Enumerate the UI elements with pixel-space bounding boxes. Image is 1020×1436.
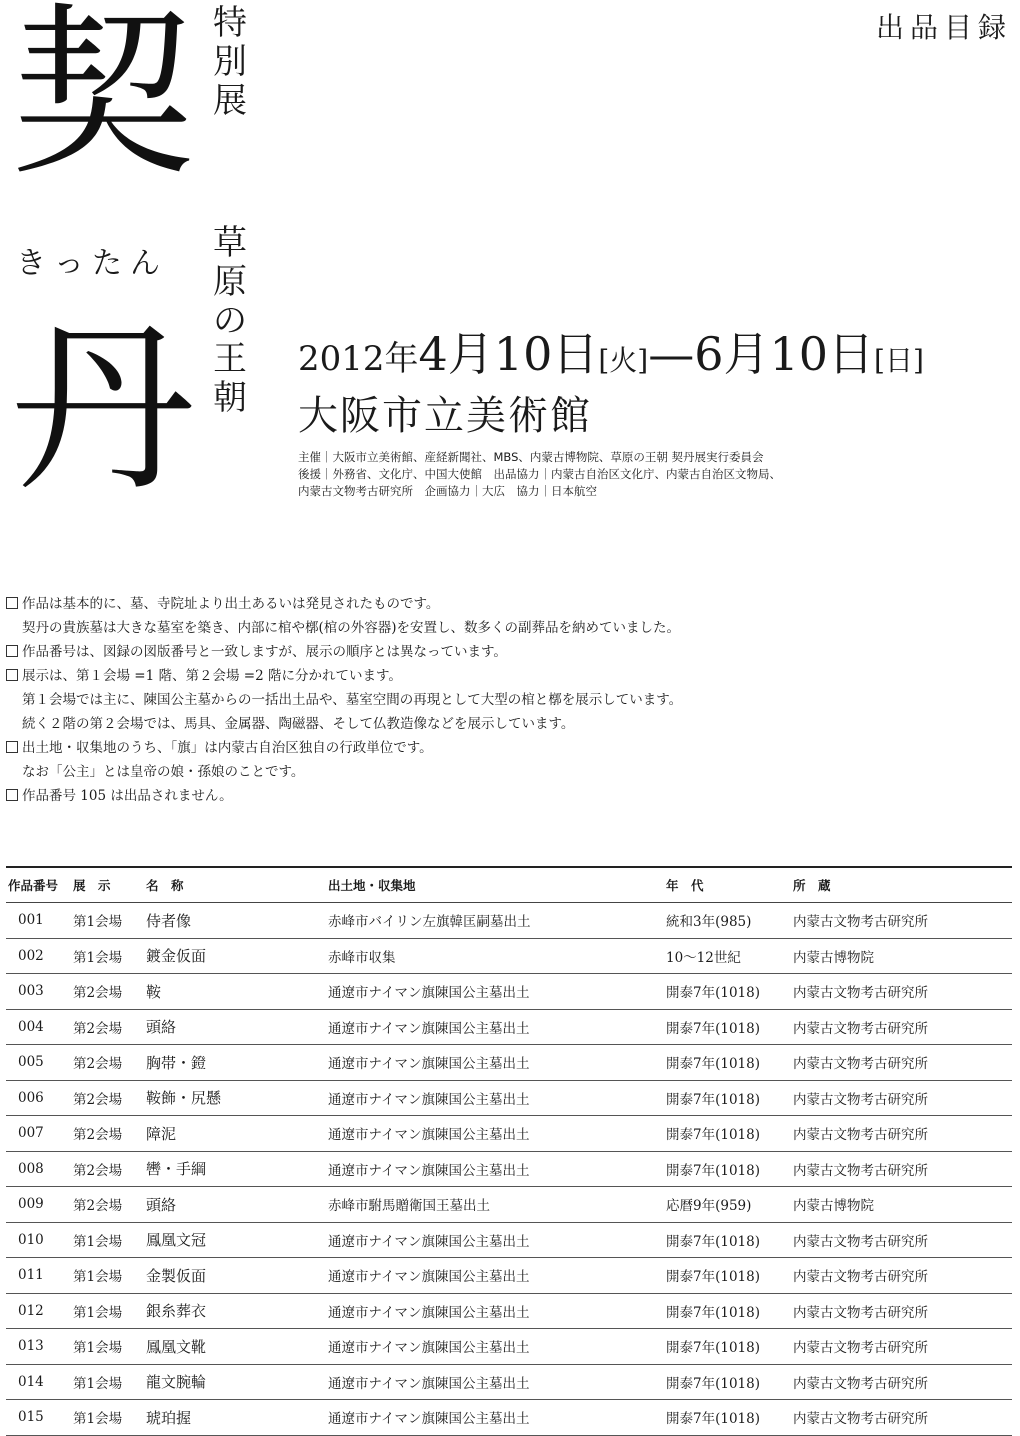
note-text: 作品番号は、図録の図版番号と一致しますが、展示の順序とは異なっています。 — [22, 644, 507, 660]
table-header — [6, 866, 1012, 903]
cell-name: 鞍 — [146, 982, 162, 1001]
table-row — [6, 903, 1012, 939]
credits-line: 内蒙古文物考古研究所 企画協力｜大広 協力｜日本航空 — [298, 484, 597, 498]
note-text: なお「公主」とは皇帝の娘・孫娘のことです。 — [22, 764, 305, 780]
date-year: 2012 — [298, 339, 385, 379]
cell-place: 通遼市ナイマン旗陳国公主墓出土 — [328, 1162, 530, 1179]
exhibit-list-table — [6, 866, 1012, 1436]
date-separator: — — [648, 327, 695, 381]
cell-era: 開泰7年(1018) — [666, 1233, 760, 1250]
cell-display: 第1会場 — [73, 1269, 123, 1286]
cell-place: 赤峰市バイリン左旗韓匡嗣墓出土 — [328, 914, 531, 931]
cell-name: 頭絡 — [146, 1018, 177, 1037]
table-row — [6, 1365, 1012, 1401]
cell-no: 004 — [18, 1018, 44, 1035]
subtitle-char: 原 — [213, 261, 247, 302]
table-row — [6, 1187, 1012, 1223]
note-item — [6, 760, 1006, 784]
cell-era: 開泰7年(1018) — [666, 1127, 760, 1144]
cell-era: 開泰7年(1018) — [666, 1162, 760, 1179]
venue-name: 大阪市立美術館 — [298, 393, 592, 439]
table-row — [6, 1045, 1012, 1081]
table-row — [6, 939, 1012, 975]
cell-no: 001 — [18, 912, 44, 929]
cell-place: 通遼市ナイマン旗陳国公主墓出土 — [328, 985, 530, 1002]
header-name: 名 称 — [146, 878, 184, 893]
cell-display: 第2会場 — [73, 1162, 123, 1179]
subtitle-char: 別 — [213, 41, 247, 82]
cell-no: 011 — [18, 1267, 44, 1284]
cell-display: 第1会場 — [73, 1304, 123, 1321]
date-year-unit: 年 — [384, 339, 419, 379]
cell-name: 侍者像 — [146, 911, 192, 930]
cell-era: 開泰7年(1018) — [666, 1411, 760, 1428]
cell-era: 統和3年(985) — [666, 914, 752, 931]
date-end: 6月10日 — [694, 327, 875, 381]
cell-place: 通遼市ナイマン旗陳国公主墓出土 — [328, 1304, 530, 1321]
table-row — [6, 1329, 1012, 1365]
credits-line: 主催｜大阪市立美術館、産経新聞社、MBS、内蒙古博物院、草原の王朝 契丹展実行委員会 — [298, 450, 764, 464]
table-row — [6, 1258, 1012, 1294]
cell-owner: 内蒙古文物考古研究所 — [793, 1091, 928, 1108]
note-item — [6, 784, 1006, 808]
cell-era: 開泰7年(1018) — [666, 1056, 760, 1073]
cell-name: 金製仮面 — [146, 1266, 207, 1285]
cell-owner: 内蒙古文物考古研究所 — [793, 985, 928, 1002]
cell-name: 鞍飾・尻懸 — [146, 1089, 222, 1108]
table-row — [6, 1400, 1012, 1436]
cell-no: 005 — [18, 1054, 44, 1071]
table-row — [6, 1116, 1012, 1152]
notes-section — [6, 592, 1006, 808]
cell-place: 通遼市ナイマン旗陳国公主墓出土 — [328, 1091, 530, 1108]
cell-name: 轡・手綱 — [146, 1160, 207, 1179]
date-start: 4月10日 — [418, 327, 599, 381]
cell-era: 開泰7年(1018) — [666, 1304, 760, 1321]
note-item — [6, 712, 1006, 736]
credits-block — [298, 449, 858, 500]
cell-owner: 内蒙古博物院 — [793, 1198, 874, 1215]
cell-owner: 内蒙古博物院 — [793, 949, 874, 966]
cell-no: 008 — [18, 1160, 44, 1177]
cell-display: 第2会場 — [73, 985, 123, 1002]
cell-no: 014 — [18, 1373, 44, 1390]
cell-era: 開泰7年(1018) — [666, 985, 760, 1002]
checkbox-icon — [6, 789, 18, 801]
cell-place: 通遼市ナイマン旗陳国公主墓出土 — [328, 1056, 530, 1073]
note-item — [6, 616, 1006, 640]
cell-display: 第2会場 — [73, 1091, 123, 1108]
cell-place: 通遼市ナイマン旗陳国公主墓出土 — [328, 1340, 530, 1357]
cell-place: 赤峰市駙馬贈衛国王墓出土 — [328, 1198, 490, 1215]
cell-no: 006 — [18, 1089, 44, 1106]
cell-era: 10〜12世紀 — [666, 949, 741, 966]
cell-era: 開泰7年(1018) — [666, 1020, 760, 1037]
cell-display: 第2会場 — [73, 1020, 123, 1037]
exhibition-dates — [298, 318, 924, 384]
cell-name: 胸帯・鐙 — [146, 1053, 207, 1072]
header-owner: 所 蔵 — [793, 878, 831, 893]
cell-place: 通遼市ナイマン旗陳国公主墓出土 — [328, 1375, 530, 1392]
date-end-day: [日] — [874, 344, 924, 377]
cell-name: 龍文腕輪 — [146, 1373, 207, 1392]
subtitle-char: 朝 — [213, 378, 247, 418]
table-row — [6, 1294, 1012, 1330]
cell-owner: 内蒙古文物考古研究所 — [793, 1162, 928, 1179]
header-era: 年 代 — [666, 878, 704, 893]
table-row — [6, 1152, 1012, 1188]
cell-era: 開泰7年(1018) — [666, 1340, 760, 1357]
cell-owner: 内蒙古文物考古研究所 — [793, 1304, 928, 1321]
title-kanji-tan: 丹 — [10, 303, 195, 517]
subtitle-dynasty — [208, 224, 252, 418]
cell-no: 009 — [18, 1196, 44, 1213]
cell-place: 通遼市ナイマン旗陳国公主墓出土 — [328, 1411, 530, 1428]
title-kanji-ki: 契 — [10, 0, 195, 201]
note-text: 展示は、第１会場 =1 階、第２会場 =2 階に分かれています。 — [22, 668, 402, 684]
cell-display: 第1会場 — [73, 949, 123, 966]
note-item — [6, 688, 1006, 712]
table-row — [6, 1081, 1012, 1117]
cell-no: 002 — [18, 947, 44, 964]
subtitle-char: 展 — [213, 80, 247, 121]
cell-name: 鳳凰文靴 — [146, 1337, 207, 1356]
cell-era: 応暦9年(959) — [666, 1198, 752, 1215]
cell-era: 開泰7年(1018) — [666, 1091, 760, 1108]
cell-no: 015 — [18, 1409, 44, 1426]
cell-place: 通遼市ナイマン旗陳国公主墓出土 — [328, 1020, 530, 1037]
cell-name: 障泥 — [146, 1124, 177, 1143]
cell-display: 第1会場 — [73, 1233, 123, 1250]
cell-owner: 内蒙古文物考古研究所 — [793, 914, 928, 931]
cell-era: 開泰7年(1018) — [666, 1269, 760, 1286]
cell-owner: 内蒙古文物考古研究所 — [793, 1375, 928, 1392]
note-item — [6, 640, 1006, 664]
table-row — [6, 1223, 1012, 1259]
note-item — [6, 736, 1006, 760]
cell-owner: 内蒙古文物考古研究所 — [793, 1340, 928, 1357]
cell-name: 銀糸葬衣 — [146, 1302, 207, 1321]
credits-line: 後援｜外務省、文化庁、中国大使館 出品協力｜内蒙古自治区文化庁、内蒙古自治区文物局、 — [298, 467, 781, 481]
checkbox-icon — [6, 741, 18, 753]
table-row — [6, 1010, 1012, 1046]
cell-owner: 内蒙古文物考古研究所 — [793, 1056, 928, 1073]
cell-display: 第1会場 — [73, 1340, 123, 1357]
cell-owner: 内蒙古文物考古研究所 — [793, 1127, 928, 1144]
subtitle-char: の — [213, 300, 247, 341]
note-text: 契丹の貴族墓は大きな墓室を築き、内部に棺や槨(棺の外容器)を安置し、数多くの副葬品を納めていました。 — [22, 620, 680, 636]
cell-display: 第2会場 — [73, 1198, 123, 1215]
cell-owner: 内蒙古文物考古研究所 — [793, 1269, 928, 1286]
cell-no: 013 — [18, 1338, 44, 1355]
cell-owner: 内蒙古文物考古研究所 — [793, 1411, 928, 1428]
cell-place: 通遼市ナイマン旗陳国公主墓出土 — [328, 1269, 530, 1286]
document-label: 出品目録 — [875, 11, 1012, 44]
cell-place: 通遼市ナイマン旗陳国公主墓出土 — [328, 1233, 530, 1250]
subtitle-char: 特 — [213, 3, 247, 43]
checkbox-icon — [6, 597, 18, 609]
cell-no: 012 — [18, 1302, 44, 1319]
date-start-day: [火] — [598, 344, 649, 377]
cell-display: 第1会場 — [73, 1411, 123, 1428]
cell-place: 通遼市ナイマン旗陳国公主墓出土 — [328, 1127, 530, 1144]
cell-no: 010 — [18, 1231, 44, 1248]
header-place: 出土地・収集地 — [328, 878, 416, 893]
cell-display: 第2会場 — [73, 1127, 123, 1144]
note-item — [6, 664, 1006, 688]
title-reading: きったん — [16, 246, 168, 281]
note-text: 出土地・収集地のうち、「旗」は内蒙古自治区独自の行政単位です。 — [22, 740, 433, 756]
subtitle-char: 王 — [213, 339, 247, 380]
header-no: 作品番号 — [8, 878, 59, 893]
cell-display: 第1会場 — [73, 914, 123, 931]
checkbox-icon — [6, 645, 18, 657]
subtitle-special-exhibition — [208, 4, 252, 120]
note-text: 続く２階の第２会場では、馬具、金属器、陶磁器、そして仏教造像などを展示しています。 — [22, 716, 575, 732]
cell-name: 頭絡 — [146, 1195, 177, 1214]
note-text: 作品番号 105 は出品されません。 — [22, 788, 233, 804]
cell-display: 第2会場 — [73, 1056, 123, 1073]
cell-no: 007 — [18, 1125, 44, 1142]
note-item — [6, 592, 1006, 616]
cell-owner: 内蒙古文物考古研究所 — [793, 1233, 928, 1250]
cell-name: 琥珀握 — [146, 1408, 192, 1427]
header-display: 展 示 — [73, 878, 111, 893]
checkbox-icon — [6, 669, 18, 681]
cell-no: 003 — [18, 983, 44, 1000]
table-row — [6, 974, 1012, 1010]
note-text: 第１会場では主に、陳国公主墓からの一括出土品や、墓室空間の再現として大型の棺と槨を展示しています。 — [22, 692, 683, 708]
subtitle-char: 草 — [213, 223, 247, 263]
cell-display: 第1会場 — [73, 1375, 123, 1392]
cell-era: 開泰7年(1018) — [666, 1375, 760, 1392]
note-text: 作品は基本的に、墓、寺院址より出土あるいは発見されたものです。 — [22, 596, 440, 612]
cell-name: 鳳凰文冠 — [146, 1231, 207, 1250]
table-body — [6, 903, 1012, 1436]
cell-name: 鍍金仮面 — [146, 947, 207, 966]
cell-place: 赤峰市収集 — [328, 949, 396, 966]
cell-owner: 内蒙古文物考古研究所 — [793, 1020, 928, 1037]
